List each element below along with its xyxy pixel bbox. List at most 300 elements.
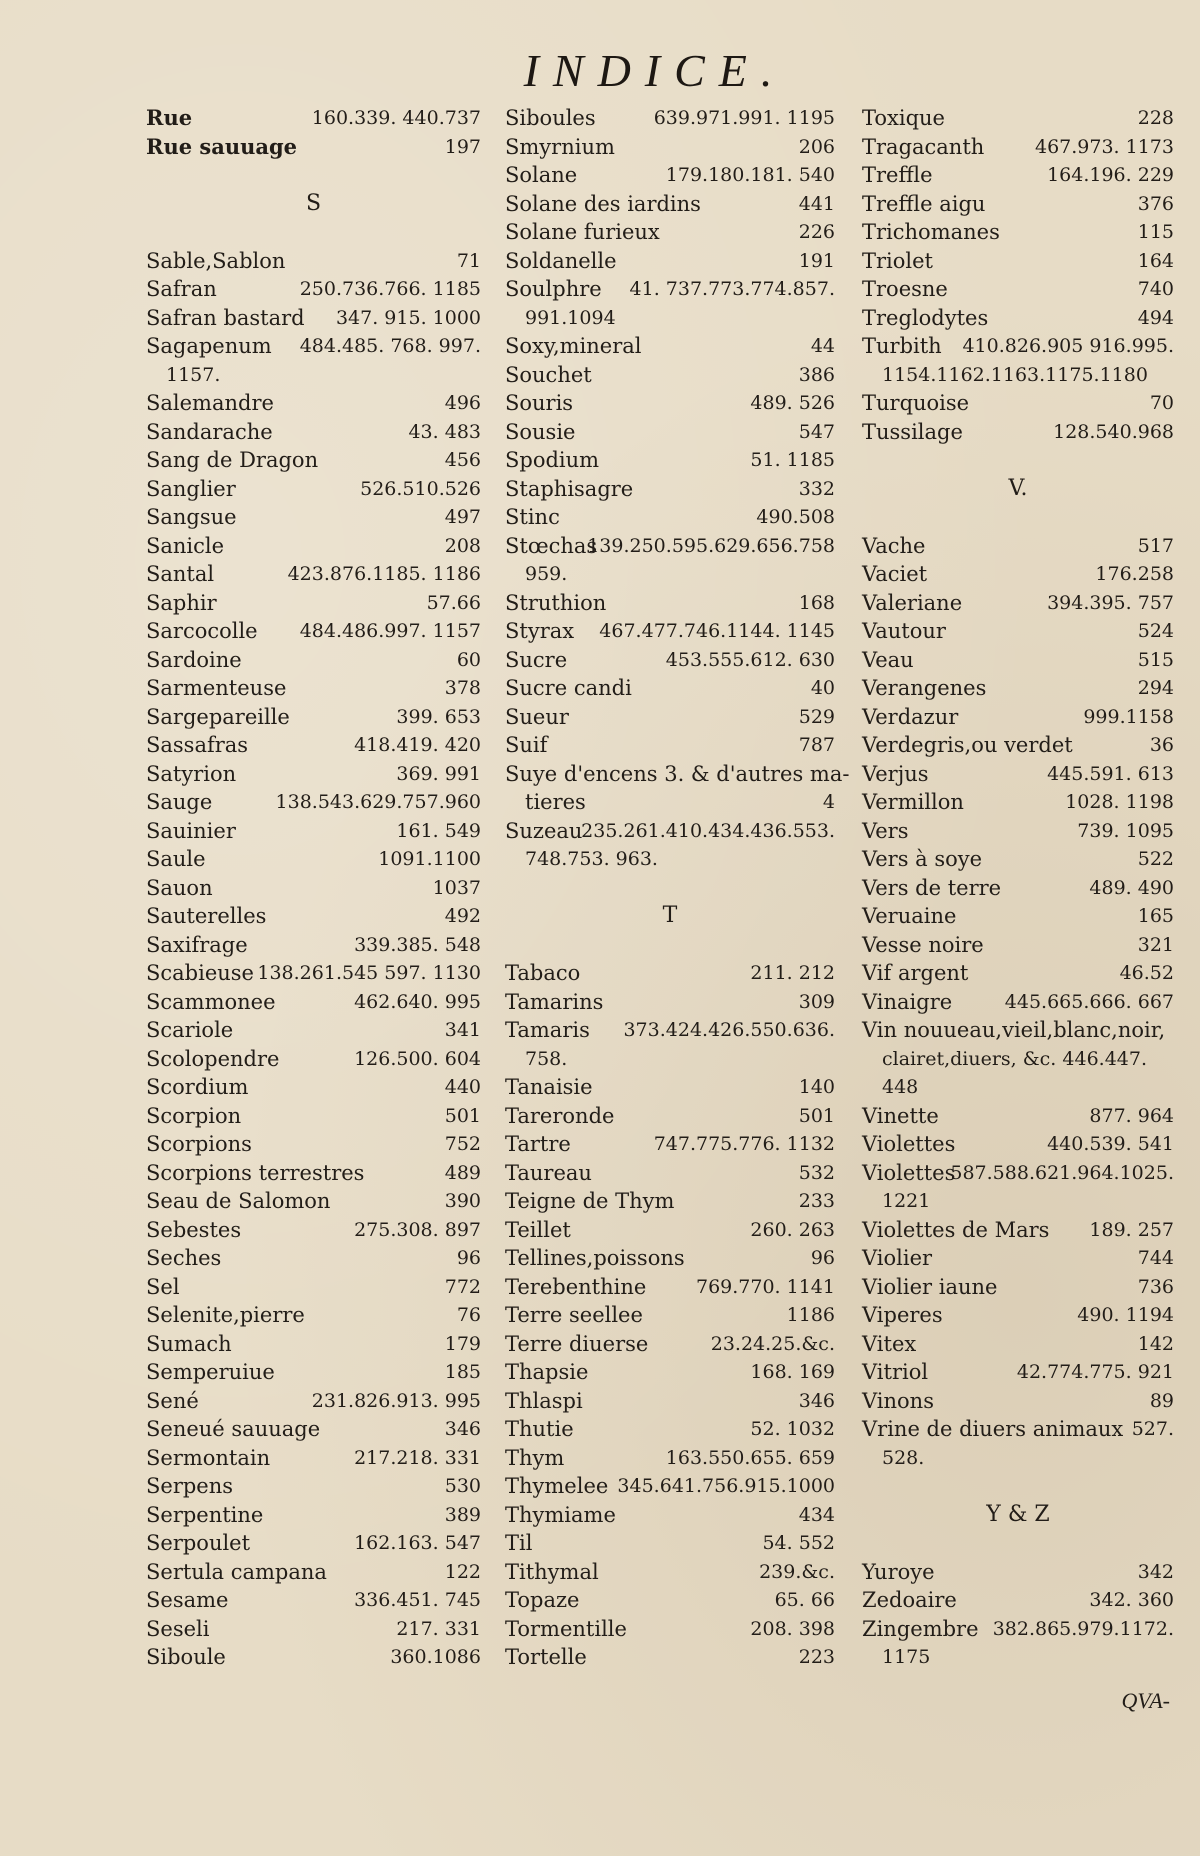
index-entry — [146, 532, 481, 561]
entry-pages: 65. 66 — [774, 1589, 835, 1611]
index-entry — [862, 1102, 1174, 1131]
entry-pages: 467.973. 1173 — [1034, 135, 1174, 158]
entry-term: Thlaspi — [505, 1388, 583, 1413]
entry-term: Serpoulet — [146, 1531, 251, 1555]
entry-pages: 191 — [798, 249, 835, 272]
index-entry — [505, 1273, 835, 1302]
entry-term: Sanglier — [146, 476, 236, 501]
spacer — [505, 874, 835, 903]
entry-term: Sesame — [146, 1588, 229, 1612]
entry-pages: 164 — [1137, 249, 1174, 272]
entry-pages: 161. 549 — [396, 819, 481, 842]
entry-term: Styrax — [505, 619, 575, 643]
entry-term: Vrine de diuers animaux — [862, 1417, 1124, 1441]
index-entry — [862, 104, 1174, 133]
index-entry — [505, 161, 835, 190]
entry-term: Thym — [505, 1445, 565, 1470]
entry-pages: 494 — [1137, 306, 1174, 329]
entry-pages: 332 — [798, 477, 835, 500]
entry-term: Sable,Sablon — [146, 248, 286, 273]
index-entry — [862, 731, 1174, 760]
entry-pages: 497 — [444, 506, 481, 528]
index-entry — [505, 190, 835, 219]
index-entry — [862, 1130, 1174, 1159]
entry-pages: 233 — [798, 1190, 835, 1212]
entry-pages: 423.876.1185. 1186 — [287, 563, 481, 585]
entry-term: Vers de terre — [862, 875, 1002, 900]
entry-term: Suye d'encens 3. & d'autres ma- — [505, 761, 850, 786]
entry-term: Salemandre — [146, 391, 274, 415]
entry-term: Treffle — [862, 163, 933, 187]
entry-pages: 345.641.756.915.1000 — [617, 1475, 835, 1497]
entry-pages: 341 — [444, 1019, 481, 1041]
index-column-1 — [146, 104, 481, 1672]
entry-pages: 489. 490 — [1089, 876, 1174, 899]
entry-pages: 532 — [798, 1161, 835, 1184]
index-entry — [146, 1358, 481, 1387]
entry-pages: 389 — [444, 1503, 481, 1526]
entry-term: Verangenes — [862, 676, 987, 700]
index-entry — [862, 959, 1174, 988]
entry-pages: 185 — [444, 1361, 481, 1383]
index-entry — [862, 1159, 1174, 1188]
entry-term: Zedoaire — [862, 1588, 957, 1612]
index-entry — [862, 1387, 1174, 1416]
entry-term: Vers à soye — [862, 847, 983, 871]
index-entry — [862, 788, 1174, 817]
entry-term: Spodium — [505, 448, 600, 472]
entry-pages: 140 — [798, 1076, 835, 1098]
entry-pages: 462.640. 995 — [354, 990, 481, 1013]
entry-term: Sassafras — [146, 733, 249, 757]
index-entry — [862, 275, 1174, 304]
entry-term: Thutie — [505, 1417, 574, 1441]
index-entry — [146, 1501, 481, 1530]
entry-pages: 373.424.426.550.636. — [623, 1019, 835, 1041]
entry-pages: 168 — [798, 591, 835, 614]
entry-pages: 456 — [444, 449, 481, 471]
entry-term: Soulphre — [505, 277, 602, 301]
index-entry — [146, 1472, 481, 1501]
entry-term: Stinc — [505, 505, 560, 529]
entry-term: Toxique — [862, 106, 945, 130]
index-entry — [505, 1073, 835, 1102]
index-entry — [505, 617, 835, 646]
entry-term: Violettes de Mars — [862, 1217, 1050, 1242]
entry-term: Verdazur — [862, 704, 959, 729]
index-entry — [862, 532, 1174, 561]
entry-pages: 336.451. 745 — [354, 1589, 481, 1611]
index-entry — [505, 1244, 835, 1273]
entry-pages: 60 — [456, 648, 481, 671]
entry-term: Scolopendre — [146, 1046, 280, 1071]
entry-pages: 179 — [444, 1332, 481, 1355]
entry-pages: 44 — [810, 335, 835, 357]
entry-term: Vermillon — [862, 790, 964, 814]
entry-term: Thymiame — [505, 1502, 616, 1527]
entry-pages: 1037 — [432, 876, 481, 899]
entry-pages: 378 — [444, 677, 481, 699]
index-entry — [505, 1130, 835, 1159]
entry-term: Vinaigre — [862, 989, 953, 1014]
entry-term: Souris — [505, 391, 574, 415]
entry-pages: 76 — [456, 1304, 481, 1326]
index-entry — [146, 589, 481, 618]
index-entry — [505, 731, 835, 760]
entry-pages: 228 — [1137, 107, 1174, 129]
index-entry — [146, 1615, 481, 1644]
entry-continuation: 959. — [525, 563, 568, 585]
entry-pages: 496 — [444, 392, 481, 414]
index-entry — [505, 674, 835, 703]
entry-term: Teillet — [505, 1217, 571, 1242]
entry-pages: 89 — [1149, 1389, 1174, 1412]
entry-pages: 999.1158 — [1083, 705, 1174, 728]
entry-pages: 490.508 — [756, 506, 835, 528]
entry-pages: 382.865.979.1172. — [992, 1617, 1174, 1640]
entry-term: Zingembre — [862, 1616, 979, 1641]
entry-pages: 524 — [1137, 620, 1174, 642]
entry-term: Veruaine — [862, 904, 957, 928]
index-entry — [862, 190, 1174, 219]
entry-term: Troesne — [862, 277, 948, 301]
entry-term: Stœchas — [505, 533, 598, 558]
index-entry — [505, 1216, 835, 1245]
entry-term: Saphir — [146, 590, 217, 615]
entry-term: Sauinier — [146, 818, 236, 843]
entry-term: Souchet — [505, 362, 592, 387]
entry-term: Seseli — [146, 1616, 210, 1641]
entry-pages: 489. 526 — [750, 392, 835, 414]
index-entry — [862, 1301, 1174, 1330]
entry-term: Scordium — [146, 1075, 249, 1099]
entry-pages: 40 — [810, 677, 835, 699]
index-entry — [146, 674, 481, 703]
entry-pages: 467.477.746.1144. 1145 — [599, 620, 835, 642]
entry-term: Scorpions — [146, 1132, 252, 1156]
index-entry — [146, 1244, 481, 1273]
entry-term: Safran — [146, 277, 217, 301]
entry-pages: 445.665.666. 667 — [1004, 990, 1174, 1013]
entry-pages: 71 — [456, 249, 481, 272]
entry-term: Sarcocolle — [146, 619, 258, 643]
entry-pages: 492 — [444, 905, 481, 927]
entry-pages: 639.971.991. 1195 — [653, 107, 835, 129]
entry-pages: 206 — [798, 135, 835, 158]
entry-pages: 250.736.766. 1185 — [299, 278, 481, 300]
entry-term: Safran bastard — [146, 305, 305, 330]
index-entry — [505, 133, 835, 162]
index-entry — [146, 988, 481, 1017]
index-entry — [862, 389, 1174, 418]
entry-term: Sanicle — [146, 533, 225, 558]
index-entry — [862, 1586, 1174, 1615]
entry-pages: 515 — [1137, 648, 1174, 671]
entry-term: Satyrion — [146, 761, 237, 786]
entry-pages: 275.308. 897 — [354, 1218, 481, 1241]
entry-pages: 162.163. 547 — [354, 1532, 481, 1554]
entry-pages: 23.24.25.&c. — [710, 1332, 835, 1355]
entry-term: Scorpions terrestres — [146, 1160, 365, 1185]
index-entry — [505, 389, 835, 418]
entry-term: Tussilage — [862, 419, 963, 444]
index-entry — [146, 1415, 481, 1444]
entry-term: Yuroye — [862, 1559, 935, 1584]
entry-pages: 342 — [1137, 1560, 1174, 1583]
entry-term: Rue sauuage — [146, 133, 298, 159]
index-entry — [505, 361, 835, 390]
entry-term: Thymelee — [505, 1474, 609, 1498]
entry-pages: 501 — [798, 1104, 835, 1127]
entry-term: Sandarache — [146, 419, 273, 444]
index-entry — [146, 1273, 481, 1302]
entry-pages: 390 — [444, 1190, 481, 1212]
entry-term: Sumach — [146, 1331, 232, 1356]
index-entry — [146, 617, 481, 646]
index-entry — [505, 1102, 835, 1131]
entry-term: Solane — [505, 163, 578, 187]
entry-pages: 168. 169 — [750, 1361, 835, 1383]
entry-pages: 122 — [444, 1560, 481, 1583]
index-entry — [146, 503, 481, 532]
spacer — [862, 503, 1174, 532]
index-entry — [505, 1187, 835, 1216]
entry-pages: 484.486.997. 1157 — [299, 620, 481, 642]
entry-pages: 346 — [444, 1418, 481, 1440]
entry-term: Vitriol — [862, 1360, 929, 1384]
entry-pages: 260. 263 — [750, 1218, 835, 1241]
entry-pages: 189. 257 — [1089, 1218, 1174, 1241]
index-entry — [505, 1643, 835, 1672]
entry-pages: 4 — [822, 791, 835, 813]
entry-pages: 96 — [456, 1247, 481, 1269]
spacer — [862, 446, 1174, 475]
index-entry — [146, 275, 481, 304]
entry-pages: 223 — [798, 1646, 835, 1668]
entry-term: Tanaisie — [505, 1075, 593, 1099]
entry-pages: 453.555.612. 630 — [665, 648, 835, 671]
section-letter: T — [662, 903, 678, 928]
index-entry — [862, 1244, 1174, 1273]
entry-continuation: 991.1094 — [525, 306, 616, 329]
entry-pages: 309 — [798, 990, 835, 1013]
entry-term: Sebestes — [146, 1217, 242, 1242]
entry-term: Violettes — [862, 1132, 956, 1156]
index-entry — [505, 1301, 835, 1330]
index-entry — [862, 218, 1174, 247]
section-letter: V. — [1008, 475, 1028, 501]
entry-term: Soldanelle — [505, 248, 617, 273]
entry-pages: 386 — [798, 363, 835, 386]
entry-pages: 208 — [444, 534, 481, 557]
index-entry — [862, 646, 1174, 675]
index-entry — [146, 389, 481, 418]
entry-pages: 347. 915. 1000 — [335, 306, 481, 329]
index-entry — [862, 1273, 1174, 1302]
index-entry — [505, 646, 835, 675]
entry-term: Teigne de Thym — [505, 1189, 675, 1213]
index-entry — [505, 1501, 835, 1530]
entry-term: Vif argent — [862, 961, 969, 985]
entry-term: Veau — [862, 647, 914, 672]
entry-pages: 369. 991 — [396, 762, 481, 785]
entry-term: Vaciet — [862, 562, 928, 586]
index-entry — [146, 731, 481, 760]
entry-pages: 445.591. 613 — [1047, 762, 1174, 785]
entry-term: Soxy,mineral — [505, 334, 642, 358]
entry-term: Verdegris,ou verdet — [862, 733, 1073, 757]
entry-pages: 529 — [798, 705, 835, 728]
index-entry — [505, 788, 835, 817]
index-entry — [146, 446, 481, 475]
entry-pages: 160.339. 440.737 — [311, 107, 481, 129]
index-entry — [505, 503, 835, 532]
index-entry — [146, 703, 481, 732]
entry-term: Santal — [146, 562, 215, 586]
entry-pages: 96 — [810, 1247, 835, 1269]
entry-term: Terre diuerse — [505, 1331, 649, 1356]
entry-term: Vache — [862, 533, 926, 558]
entry-term: Sagapenum — [146, 334, 272, 358]
spacer — [146, 218, 481, 247]
index-entry — [862, 161, 1174, 190]
entry-pages: 208. 398 — [750, 1617, 835, 1640]
index-entry — [146, 1558, 481, 1587]
entry-pages: 772 — [444, 1275, 481, 1298]
entry-term: Seau de Salomon — [146, 1189, 331, 1213]
entry-term: Turbith — [862, 334, 942, 358]
entry-pages: 526.510.526 — [360, 477, 481, 500]
entry-pages: 142 — [1137, 1332, 1174, 1355]
entry-term: Selenite,pierre — [146, 1303, 305, 1327]
entry-term: Tamaris — [505, 1018, 590, 1042]
entry-pages: 217. 331 — [396, 1617, 481, 1640]
entry-pages: 163.550.655. 659 — [665, 1446, 835, 1469]
entry-term: Treffle aigu — [862, 191, 986, 216]
index-entry — [505, 959, 835, 988]
entry-term: Sarmenteuse — [146, 676, 287, 700]
index-entry — [146, 104, 481, 133]
entry-pages: 138.543.629.757.960 — [275, 791, 481, 813]
index-entry — [862, 674, 1174, 703]
entry-term: Terre seellee — [505, 1303, 643, 1327]
index-entry — [505, 1330, 835, 1359]
index-entry — [146, 1586, 481, 1615]
index-entry — [146, 788, 481, 817]
entry-pages: 530 — [444, 1475, 481, 1497]
entry-pages: 441 — [798, 192, 835, 215]
index-entry — [146, 475, 481, 504]
entry-pages: 744 — [1137, 1247, 1174, 1269]
entry-term: Sangsue — [146, 505, 237, 529]
index-entry — [146, 931, 481, 960]
index-entry — [146, 1073, 481, 1102]
entry-term: Sousie — [505, 419, 576, 444]
index-entry — [862, 1358, 1174, 1387]
entry-term: tieres — [525, 790, 586, 814]
index-entry — [862, 1415, 1174, 1444]
index-entry — [505, 104, 835, 133]
entry-term: Topaze — [505, 1588, 580, 1612]
entry-term: Tabaco — [505, 961, 581, 985]
entry-term: Serpens — [146, 1474, 234, 1498]
entry-pages: 164.196. 229 — [1047, 164, 1174, 186]
index-entry — [505, 703, 835, 732]
index-entry — [146, 959, 481, 988]
entry-term: Tormentille — [505, 1616, 627, 1641]
entry-term: Siboule — [146, 1645, 226, 1669]
index-entry — [862, 845, 1174, 874]
entry-term: Seches — [146, 1246, 222, 1270]
entry-term: Tortelle — [505, 1645, 587, 1669]
entry-continuation: 1221 — [882, 1190, 931, 1212]
entry-pages: 115 — [1137, 221, 1174, 243]
entry-pages: 42.774.775. 921 — [1016, 1361, 1174, 1383]
index-entry — [505, 1016, 835, 1045]
entry-term: Sucre candi — [505, 676, 632, 700]
entry-continuation: 1154.1162.1163.1175.1180 — [882, 363, 1148, 386]
entry-pages: 321 — [1137, 933, 1174, 956]
index-entry — [146, 1301, 481, 1330]
entry-pages: 126.500. 604 — [354, 1047, 481, 1070]
entry-pages: 376 — [1137, 192, 1174, 215]
entry-pages: 736 — [1137, 1275, 1174, 1298]
entry-term: Solane furieux — [505, 220, 660, 244]
index-entry — [146, 760, 481, 789]
index-entry — [146, 133, 481, 162]
index-entry — [146, 1130, 481, 1159]
entry-continuation: 758. — [525, 1047, 568, 1070]
entry-continuation: clairet,diuers, &c. 446.447. — [882, 1047, 1147, 1070]
entry-pages: 399. 653 — [396, 705, 481, 728]
entry-term: Tragacanth — [862, 134, 985, 159]
entry-pages: 41. 737.773.774.857. — [629, 278, 835, 300]
entry-term: Thapsie — [505, 1360, 589, 1384]
index-entry — [146, 418, 481, 447]
entry-pages: 54. 552 — [762, 1532, 835, 1554]
entry-continuation: 1175 — [882, 1646, 931, 1668]
index-column-3 — [862, 104, 1174, 1672]
entry-pages: 547 — [798, 420, 835, 443]
entry-term: Sené — [146, 1388, 199, 1413]
entry-term: Staphisagre — [505, 476, 634, 501]
entry-pages: 70 — [1149, 392, 1174, 414]
entry-pages: 342. 360 — [1089, 1589, 1174, 1611]
entry-term: Vinons — [862, 1388, 934, 1413]
catchword: QVA- — [1121, 1688, 1170, 1713]
index-entry — [146, 1187, 481, 1216]
entry-term: Vitex — [862, 1331, 917, 1356]
index-entry — [146, 1387, 481, 1416]
entry-term: Vautour — [862, 619, 946, 643]
index-entry — [862, 931, 1174, 960]
index-entry — [862, 1016, 1174, 1045]
entry-pages: 517 — [1137, 534, 1174, 557]
index-entry — [862, 418, 1174, 447]
index-entry — [505, 275, 835, 304]
index-entry — [862, 332, 1174, 361]
index-entry — [146, 1159, 481, 1188]
entry-term: Scammonee — [146, 989, 276, 1014]
index-entry — [505, 1159, 835, 1188]
spacer — [862, 1529, 1174, 1558]
index-entry — [146, 902, 481, 931]
index-entry — [146, 1102, 481, 1131]
entry-term: Seneué sauuage — [146, 1417, 321, 1441]
entry-pages: 877. 964 — [1089, 1104, 1174, 1127]
entry-pages: 484.485. 768. 997. — [299, 335, 481, 357]
index-entry — [146, 1330, 481, 1359]
